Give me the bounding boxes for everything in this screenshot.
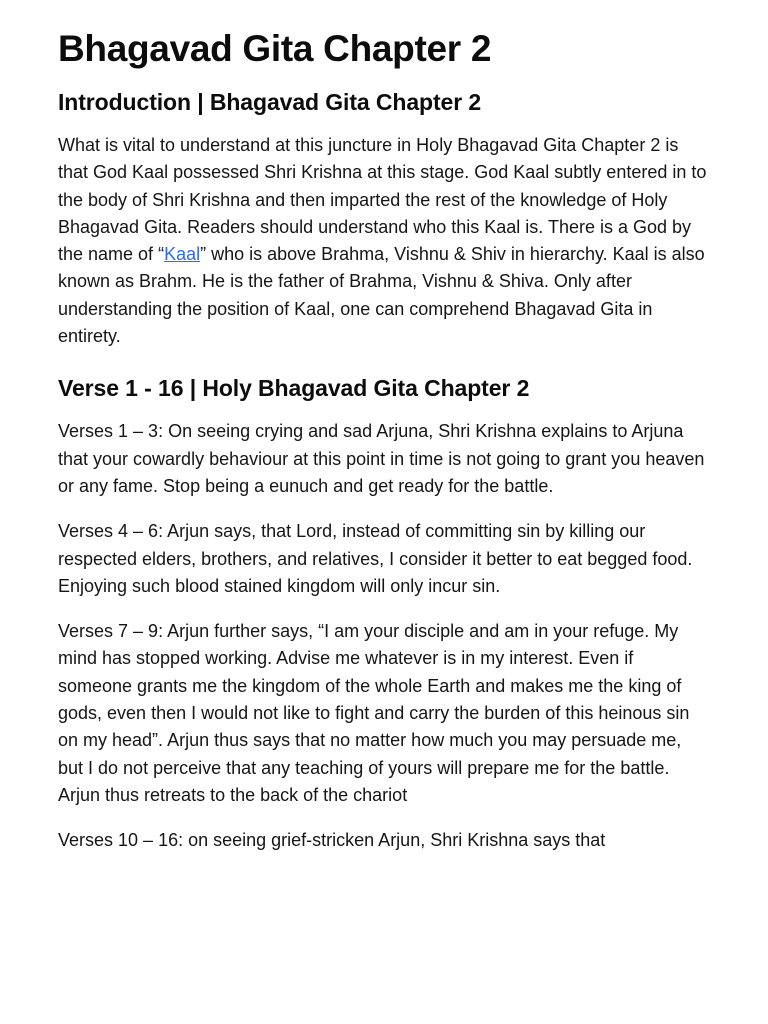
page-title: Bhagavad Gita Chapter 2 xyxy=(58,28,492,69)
verse-paragraph-7-9: Verses 7 – 9: Arjun further says, “I am your disciple and am in your refuge. My mind has stopped working. Advise me whatever is in my interest. Even if someone grants me the kingdom of the whole Earth and makes me the king of gods, even then I would not like to fight and carry the burden of this heinous sin on my head”. Arjun thus says that no matter how much you may persuade me, but I do not perceive that any teaching of yours will prepare me for the battle. Arjun thus retreats to the back of the chariot xyxy=(58,621,690,805)
intro-paragraph xyxy=(58,132,710,350)
section-heading-introduction: Introduction | Bhagavad Gita Chapter 2 xyxy=(58,89,482,115)
verse-paragraph-1-3: Verses 1 – 3: On seeing crying and sad Arjuna, Shri Krishna explains to Arjuna that your cowardly behaviour at this point in time is not going to grant you heaven or any fame. Stop being a eunuch and get ready for the battle. xyxy=(58,421,705,496)
intro-text-before-link: What is vital to understand at this juncture in Holy Bhagavad Gita Chapter 2 is that God Kaal possessed Shri Krishna at this stage. God Kaal subtly entered in to the body of Shri Krishna and then imparted the rest of the knowledge of Holy Bhagavad Gita. Readers should understand who this Kaal is. There is a God by the name of “ xyxy=(58,135,707,265)
kaal-link[interactable]: Kaal xyxy=(164,244,201,265)
verse-paragraph-10-16: Verses 10 – 16: on seeing grief-stricken Arjun, Shri Krishna says that xyxy=(58,830,606,851)
verse-paragraph-4-6: Verses 4 – 6: Arjun says, that Lord, instead of committing sin by killing our respected elders, brothers, and relatives, I consider it better to eat begged food. Enjoying such blood stained kingdom will only incur sin. xyxy=(58,521,693,596)
section-heading-verses-1-16: Verse 1 - 16 | Holy Bhagavad Gita Chapter 2 xyxy=(58,375,530,402)
intro-text-after-link: ” who is above Brahma, Vishnu & Shiv in hierarchy. Kaal is also known as Brahm. He is the father of Brahma, Vishnu & Shiva. Only after understanding the position of Kaal, one can comprehend Bhagavad Gita in entirety. xyxy=(58,244,705,347)
